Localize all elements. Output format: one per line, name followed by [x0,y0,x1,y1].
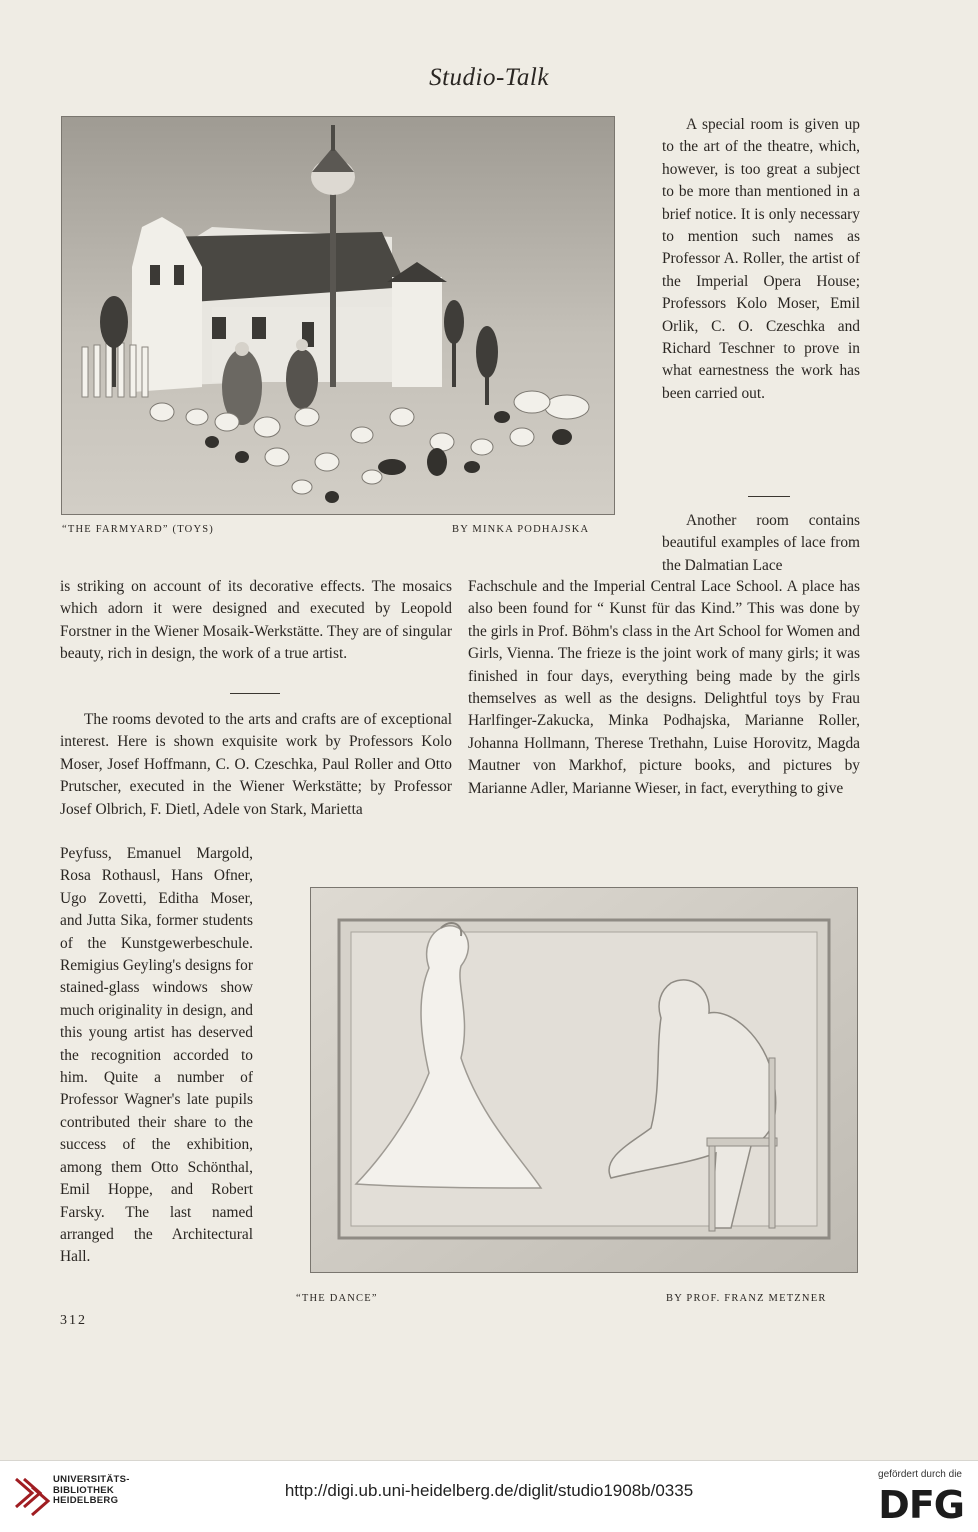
farmyard-photo [61,116,615,515]
dance-relief-photo [310,887,858,1273]
farmyard-caption-title: “THE FARMYARD” (TOYS) [62,524,214,535]
running-head: Studio-Talk [429,64,549,91]
dance-caption-title: “THE DANCE” [296,1293,378,1304]
page-number: 312 [60,1313,87,1328]
right-top-column [662,114,860,405]
right-top-lace [662,510,860,577]
digital-copy-url[interactable]: http://digi.ub.uni-heidelberg.de/diglit/studio1908b/0335 [284,1481,694,1500]
university-library-name: UNIVERSITÄTS- BIBLIOTHEK HEIDELBERG [53,1474,130,1506]
section-divider [748,496,790,497]
farmyard-illustration [62,117,614,514]
section-divider-left [230,693,280,694]
funder-label: gefördert durch die [878,1469,962,1480]
paragraph-arts-crafts-cont: Peyfuss, Emanuel Margold, Rosa Rothausl, Hans Ofner, Ugo Zovetti, Editha Moser, and Jutta Sika, former students of the Kunstgewerbeschule. Remigius Geyling's designs for stained-glass windows show much originality in design, and this young artist has deserved the recognition accorded to him. Quite a number of Professor Wagner's late pupils contributed their share to the success of the exhibition, among them Otto Schönthal, Emil Hoppe, and Robert Farsky. The last named arranged the Architectural Hall. [60,845,254,1266]
dance-caption-artist: BY PROF. FRANZ METZNER [666,1293,827,1304]
dance-relief-illustration [311,888,857,1272]
left-column-upper [60,576,452,666]
paragraph-theatre-room: A special room is given up to the art of the theatre, which, however, is too great a subject to be more than mentioned in a brief notice. It is only necessary to mention such names as Professor A. Roller, the artist of the Imperial Opera House; Professors Kolo Moser, Emil Orlik, C. O. Czeschka and Richard Teschner to prove in what earnestness the work has been carried out. [662,116,860,402]
digitization-footer [0,1460,978,1532]
right-column [468,576,860,800]
farmyard-caption-artist: BY MINKA PODHAJSKA [452,524,590,535]
paragraph-arts-crafts: The rooms devoted to the arts and crafts are of exceptional interest. Here is shown exquisite work by Professors Kolo Moser, Josef Hoffmann, C. O. Czeschka, Paul Roller and Otto Prutscher, executed in the Wiener Werkstätte; by Professor Josef Olbrich, F. Dietl, Adele von Stark, Marietta [60,711,452,818]
paragraph-kunst-fur-das-kind: Fachschule and the Imperial Central Lace School. A place has also been found for “ Kunst für das Kind.” This was done by the girls in Prof. Böhm's class in the Art School for Women and Girls, Vienna. The frieze is the joint work of many girls; it was finished in four days, everything being made by the girls themselves as well as the designs. Delightful toys by Frau Harlfinger-Zakucka, Minka Podhajska, Marianne Roller, Johanna Hollmann, Therese Trethahn, Luise Horovitz, Magda Mautner von Markhof, picture books, and pictures by Marianne Adler, Marianne Wieser, in fact, everything to give [468,578,860,797]
paragraph-lace-room: Another room contains beautiful examples of lace from the Dalmatian Lace [662,512,860,574]
paragraph-mosaics: is striking on account of its decorative effects. The mosaics which adorn it were designed and executed by Leopold Forstner in the Wiener Mosaik-Werkstätte. They are of singular beauty, rich in design, the work of a true artist. [60,578,452,663]
left-column-arts [60,709,452,821]
dfg-logo: DFG [878,1483,964,1527]
left-column-narrow [60,843,253,1269]
